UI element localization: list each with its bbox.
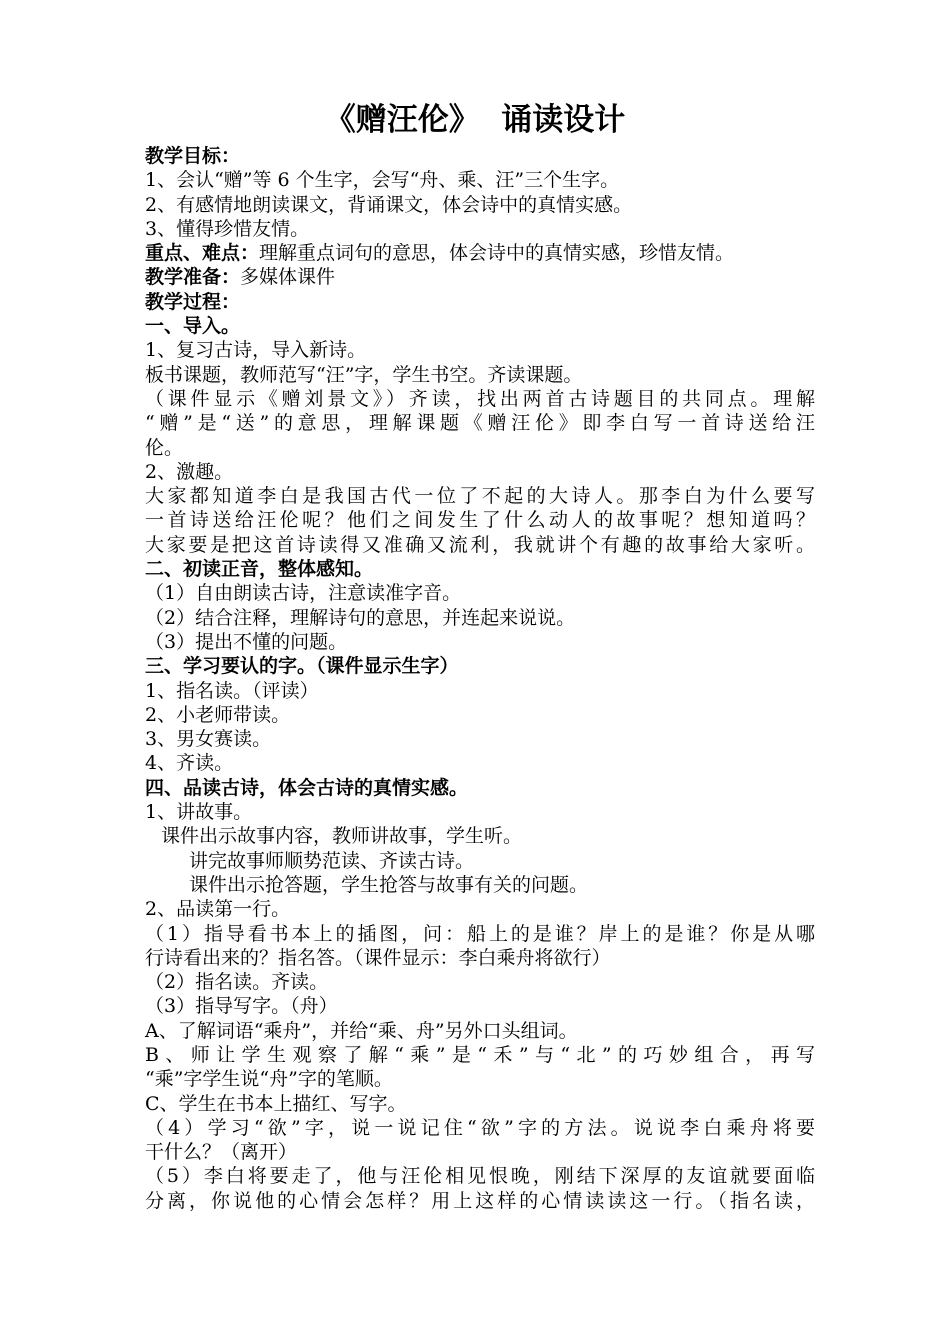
key-points-label: 重点、难点：	[145, 242, 260, 265]
paragraph-line: （2）指名读。齐读。	[145, 971, 329, 994]
paragraph-line: “赠”是“送”的意思，理解课题《赠汪伦》即李白写一首诗送给汪	[145, 412, 815, 435]
process-heading: 教学过程：	[145, 290, 241, 313]
paragraph-line: 一首诗送给汪伦呢？他们之间发生了什么动人的故事呢？想知道吗？	[145, 509, 815, 532]
section-heading: 四、品读古诗，体会古诗的真情实感。	[145, 776, 469, 799]
objective-item: 1、会认“赠”等 6 个生字，会写“舟、乘、汪”三个生字。	[145, 169, 620, 192]
section-heading: 三、学习要认的字。（课件显示生字）	[145, 655, 459, 678]
objective-item: 2、有感情地朗读课文，背诵课文，体会诗中的真情实感。	[145, 193, 633, 216]
paragraph-line: （4）学习“欲”字，说一说记住“欲”字的方法。说说李白乘舟将要	[145, 1116, 815, 1139]
paragraph-line: 1、讲故事。	[145, 801, 253, 824]
paragraph-line: 分离，你说他的心情会怎样？用上这样的心情读读这一行。（指名读，	[145, 1189, 815, 1212]
paragraph-line: 大家都知道李白是我国古代一位了不起的大诗人。那李白为什么要写	[145, 485, 815, 508]
paragraph-line: （2）结合注释，理解诗句的意思，并连起来说说。	[145, 606, 576, 629]
preparation-text: 多媒体课件	[240, 266, 336, 289]
section-heading: 二、初读正音，整体感知。	[145, 558, 374, 581]
paragraph-line: 行诗看出来的？指名答。（课件显示：李白乘舟将欲行）	[145, 946, 611, 969]
document-title: 《赠汪伦》 诵读设计	[324, 102, 626, 138]
paragraph-line: 3、男女赛读。	[145, 728, 272, 751]
paragraph-line: 2、小老师带读。	[145, 703, 291, 726]
paragraph-line: （3）指导写字。（舟）	[145, 995, 338, 1018]
section-heading: 一、导入。	[145, 315, 241, 338]
paragraph-line: 4、齐读。	[145, 752, 234, 775]
preparation-label: 教学准备：	[145, 266, 241, 289]
paragraph-line: 2、激趣。	[145, 460, 234, 483]
key-points-line	[145, 241, 815, 265]
paragraph-line: 讲完故事师顺势范读、齐读古诗。	[189, 849, 475, 872]
paragraph-line: 课件出示抢答题，学生抢答与故事有关的问题。	[189, 873, 589, 896]
paragraph-line: 1、复习古诗，导入新诗。	[145, 339, 367, 362]
objectives-heading: 教学目标：	[145, 145, 241, 167]
document-body	[145, 144, 815, 1213]
paragraph-line: A、了解词语“乘舟”，并给“乘、舟”另外口头组词。	[145, 1019, 578, 1042]
paragraph-line: B、师让学生观察了解“乘”是“禾”与“北”的巧妙组合，再写	[145, 1043, 815, 1066]
paragraph-line: （5）李白将要走了，他与汪伦相见恨晚，刚结下深厚的友谊就要面临	[145, 1165, 815, 1188]
paragraph-line: 1、指名读。（评读）	[145, 679, 319, 702]
paragraph-line: 板书课题，教师范写“汪”字，学生书空。齐读课题。	[145, 363, 583, 386]
paragraph-line: “乘”字学生说“舟”字的笔顺。	[145, 1068, 393, 1091]
paragraph-line: （3）提出不懂的问题。	[145, 630, 348, 653]
paragraph-line: 课件出示故事内容，教师讲故事，学生听。	[161, 825, 523, 848]
paragraph-line: 大家要是把这首诗读得又准确又流利，我就讲个有趣的故事给大家听。	[145, 533, 815, 556]
paragraph-line: （1）自由朗读古诗，注意读准字音。	[145, 582, 462, 605]
paragraph-line: 2、品读第一行。	[145, 898, 291, 921]
paragraph-line: （课件显示《赠刘景文》）齐读，找出两首古诗题目的共同点。理解	[145, 387, 815, 410]
paragraph-line: （1）指导看书本上的插图，问：船上的是谁？岸上的是谁？你是从哪	[145, 922, 815, 945]
key-points-text: 理解重点词句的意思，体会诗中的真情实感，珍惜友情。	[259, 242, 735, 265]
paragraph-line: C、学生在书本上描红、写字。	[145, 1092, 407, 1115]
paragraph-line: 伦。	[145, 436, 184, 459]
preparation-line	[145, 265, 815, 289]
paragraph-line: 干什么？（离开）	[145, 1141, 298, 1164]
objective-item: 3、懂得珍惜友情。	[145, 217, 310, 240]
